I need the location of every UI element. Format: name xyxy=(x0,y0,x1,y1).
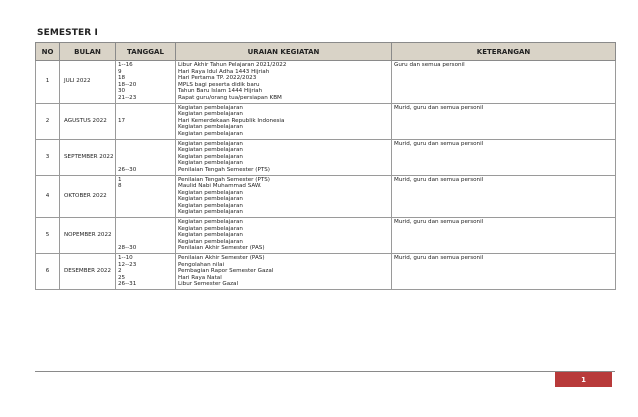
activity-entry: Tahun Baru Islam 1444 Hijriah xyxy=(178,88,263,95)
row-remarks: Murid, guru dan semua personil xyxy=(392,103,616,139)
col-header-date: TANGGAL xyxy=(116,43,176,61)
row-activities xyxy=(176,61,392,104)
activity-entry: Kegiatan pembelajaran xyxy=(178,238,243,245)
col-header-activity: URAIAN KEGIATAN xyxy=(176,43,392,61)
date-entry: 25 xyxy=(118,274,126,281)
date-entry xyxy=(118,124,173,131)
date-entry xyxy=(118,196,173,203)
date-entry xyxy=(118,111,173,118)
activity-entry: Kegiatan pembelajaran xyxy=(178,130,243,137)
table-row xyxy=(36,139,616,175)
date-entry: 1--10 xyxy=(118,255,133,262)
date-entry: 18 xyxy=(118,75,126,82)
activity-entry: Kegiatan pembelajaran xyxy=(178,124,243,131)
row-activities xyxy=(176,139,392,175)
activity-entry: Hari Raya Natal xyxy=(178,274,222,281)
date-entry xyxy=(118,232,173,239)
row-remarks: Guru dan semua personil xyxy=(392,61,616,104)
row-activities xyxy=(176,175,392,218)
row-dates xyxy=(116,175,176,218)
row-remarks: Murid, guru dan semua personil xyxy=(392,175,616,218)
table-row xyxy=(36,175,616,218)
row-dates xyxy=(116,139,176,175)
activity-entry: Kegiatan pembelajaran xyxy=(178,232,243,239)
row-number: 2 xyxy=(36,103,60,139)
activity-entry: Kegiatan pembelajaran xyxy=(178,153,243,160)
activity-entry: Hari Raya Idul Adha 1443 Hijriah xyxy=(178,68,270,75)
page-heading: SEMESTER I xyxy=(37,28,98,38)
activity-entry: Kegiatan pembelajaran xyxy=(178,160,243,167)
academic-calendar-table xyxy=(35,42,616,290)
date-entry: 18--20 xyxy=(118,81,137,88)
date-entry: 26--30 xyxy=(118,166,137,173)
date-entry xyxy=(118,190,173,197)
date-entry xyxy=(118,147,173,154)
col-header-month: BULAN xyxy=(60,43,116,61)
date-entry: 17 xyxy=(118,117,126,124)
date-entry: 1--16 xyxy=(118,62,133,68)
date-entry xyxy=(118,160,173,167)
row-month: NOPEMBER 2022 xyxy=(60,218,116,254)
activity-entry: Kegiatan pembelajaran xyxy=(178,104,243,111)
activity-entry: Kegiatan pembelajaran xyxy=(178,140,243,147)
row-month: DESEMBER 2022 xyxy=(60,254,116,290)
activity-entry: Penilaian Tengah Semester (PTS) xyxy=(178,166,270,173)
activity-entry: Penilaian Akhir Semester (PAS) xyxy=(178,255,265,262)
date-entry: 9 xyxy=(118,68,122,75)
date-entry: 26--31 xyxy=(118,281,137,288)
row-number: 1 xyxy=(36,61,60,104)
page-number: 1 xyxy=(581,375,586,384)
table-row xyxy=(36,61,616,104)
activity-entry: Kegiatan pembelajaran xyxy=(178,209,243,216)
activity-entry: Pembagian Rapor Semester Gazal xyxy=(178,268,274,275)
activity-entry: Kegiatan pembelajaran xyxy=(178,202,243,209)
date-entry xyxy=(118,131,173,138)
table-header-row xyxy=(36,43,616,61)
activity-entry: Rapat guru/orang tua/persiapan KBM xyxy=(178,94,282,101)
date-entry xyxy=(118,209,173,216)
date-entry xyxy=(118,105,173,112)
row-month: JULI 2022 xyxy=(60,61,116,104)
row-remarks: Murid, guru dan semua personil xyxy=(392,139,616,175)
date-entry: 1 xyxy=(118,176,122,183)
date-entry xyxy=(118,219,173,226)
activity-entry: Kegiatan pembelajaran xyxy=(178,111,243,118)
date-entry xyxy=(118,141,173,148)
row-dates xyxy=(116,254,176,290)
date-entry xyxy=(118,154,173,161)
row-dates xyxy=(116,103,176,139)
date-entry: 8 xyxy=(118,183,122,190)
row-dates xyxy=(116,218,176,254)
footer-divider xyxy=(35,371,615,372)
activity-entry: Kegiatan pembelajaran xyxy=(178,147,243,154)
row-activities xyxy=(176,103,392,139)
table-row xyxy=(36,218,616,254)
row-month: OKTOBER 2022 xyxy=(60,175,116,218)
date-entry: 28--30 xyxy=(118,245,137,252)
row-remarks: Murid, guru dan semua personil xyxy=(392,218,616,254)
row-number: 6 xyxy=(36,254,60,290)
activity-entry: Kegiatan pembelajaran xyxy=(178,225,243,232)
activity-entry: Kegiatan pembelajaran xyxy=(178,189,243,196)
date-entry: 2 xyxy=(118,268,122,275)
row-activities xyxy=(176,218,392,254)
activity-entry: Pengolahan nilai xyxy=(178,261,225,268)
date-entry: 30 xyxy=(118,88,126,95)
row-number: 5 xyxy=(36,218,60,254)
activity-entry: Penilaian Akhir Semester (PAS) xyxy=(178,245,265,252)
date-entry: 21--23 xyxy=(118,94,137,101)
date-entry xyxy=(118,239,173,246)
row-remarks: Murid, guru dan semua personil xyxy=(392,254,616,290)
col-header-remarks: KETERANGAN xyxy=(392,43,616,61)
table-row xyxy=(36,254,616,290)
activity-entry: Penilaian Tengah Semester (PTS) xyxy=(178,176,270,183)
row-dates xyxy=(116,61,176,104)
row-month: SEPTEMBER 2022 xyxy=(60,139,116,175)
page-number-badge xyxy=(555,372,612,387)
table-row xyxy=(36,103,616,139)
activity-entry: MPLS bagi peserta didik baru xyxy=(178,81,260,88)
row-number: 4 xyxy=(36,175,60,218)
activity-entry: Kegiatan pembelajaran xyxy=(178,219,243,226)
activity-entry: Kegiatan pembelajaran xyxy=(178,196,243,203)
table-body xyxy=(36,61,616,290)
activity-entry: Hari Kemerdekaan Republik Indonesia xyxy=(178,117,285,124)
row-number: 3 xyxy=(36,139,60,175)
col-header-no: NO xyxy=(36,43,60,61)
row-month: AGUSTUS 2022 xyxy=(60,103,116,139)
activity-entry: Libur Semester Gazal xyxy=(178,281,239,288)
activity-entry: Maulid Nabi Muhammad SAW. xyxy=(178,183,262,190)
activity-entry: Hari Pertama TP. 2022/2023 xyxy=(178,75,257,82)
row-activities xyxy=(176,254,392,290)
date-entry xyxy=(118,203,173,210)
date-entry xyxy=(118,226,173,233)
activity-entry: Libur Akhir Tahun Pelajaran 2021/2022 xyxy=(178,62,287,68)
date-entry: 12--23 xyxy=(118,261,137,268)
